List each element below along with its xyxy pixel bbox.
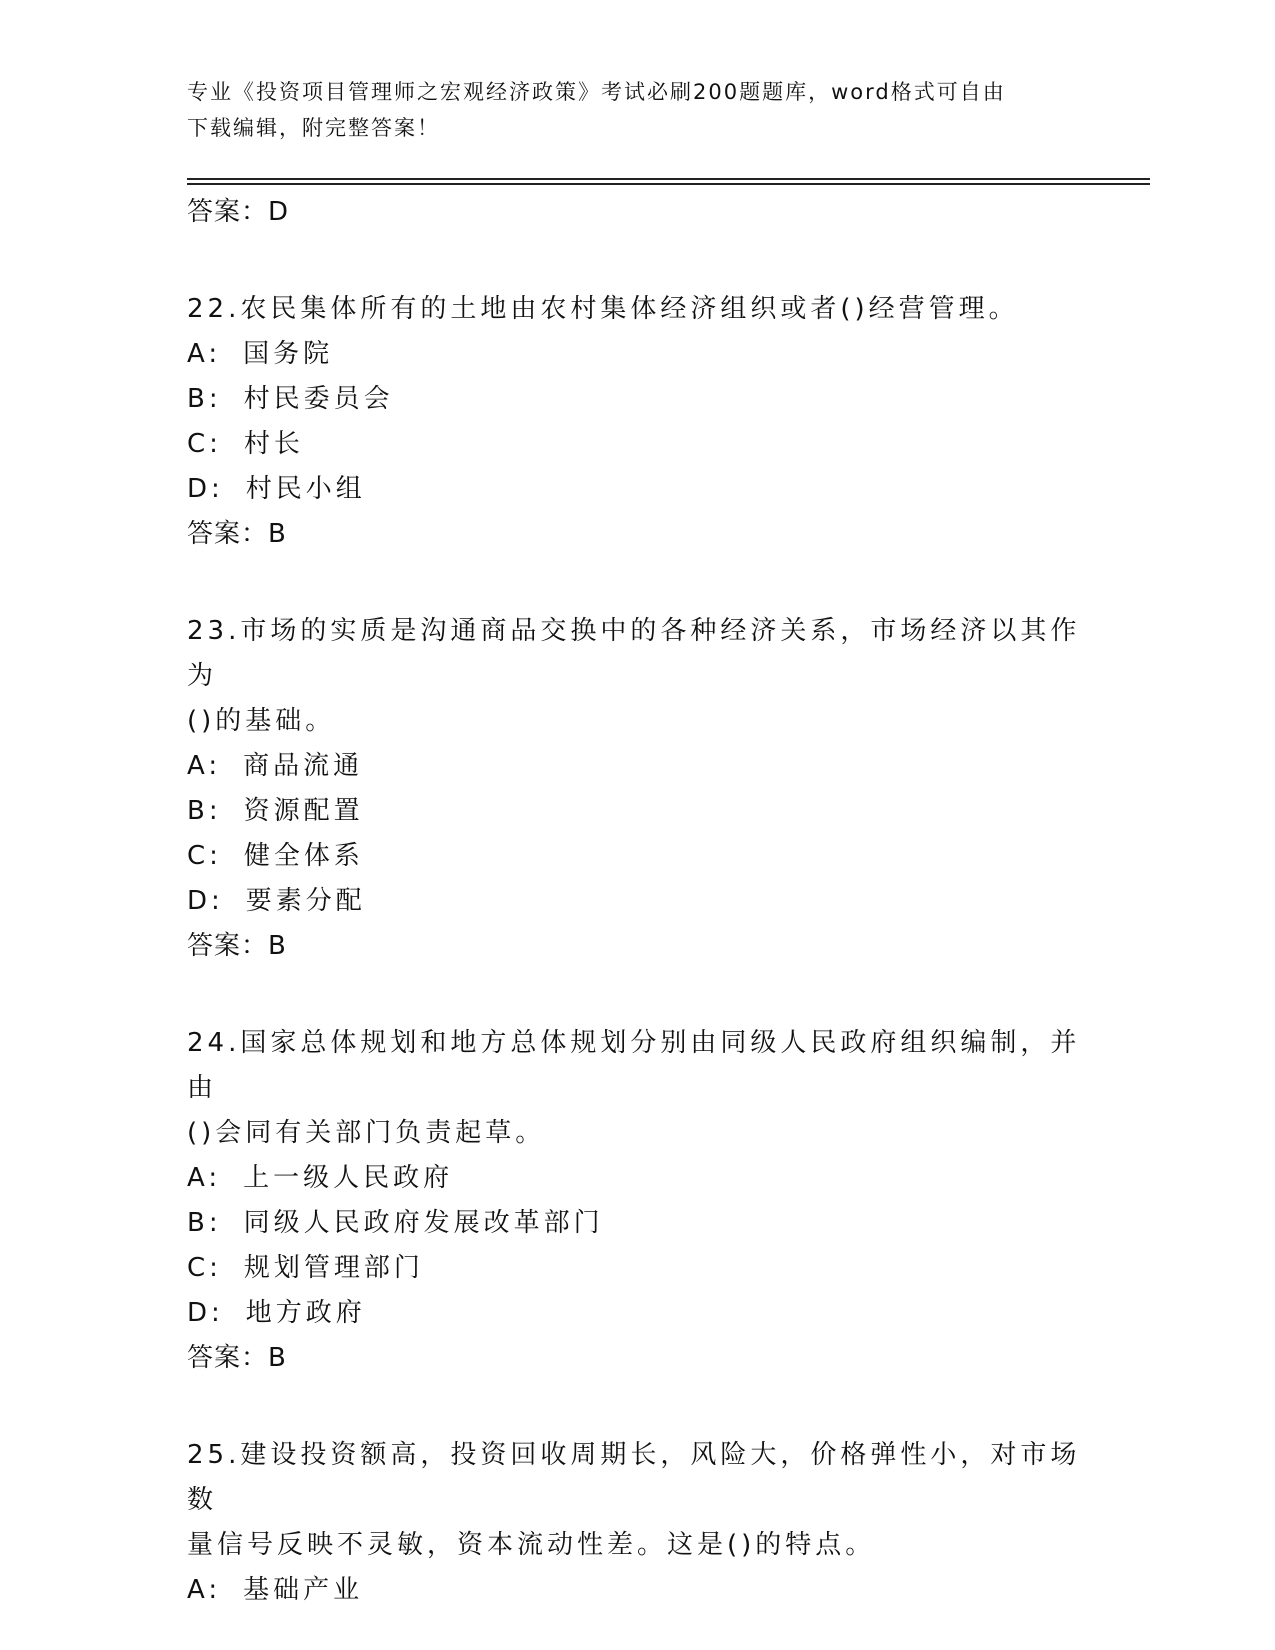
option-b xyxy=(187,789,1087,834)
header-line-2: 下载编辑，附完整答案！ xyxy=(187,116,440,140)
option-text: 地方政府 xyxy=(245,1298,366,1328)
question-list xyxy=(187,190,1087,1613)
option-text: 基础产业 xyxy=(243,1575,364,1605)
answer-line: 答案：B xyxy=(187,519,287,549)
option-text: 要素分配 xyxy=(245,886,366,916)
option-b xyxy=(187,1201,1087,1246)
option-text: 资源配置 xyxy=(243,796,364,826)
option-key: B: xyxy=(187,796,222,826)
answer-line: 答案：B xyxy=(187,931,287,961)
option-key: D: xyxy=(187,474,224,504)
option-key: A: xyxy=(187,339,222,369)
question-stem-25 xyxy=(187,1433,1087,1568)
option-key: D: xyxy=(187,886,224,916)
option-key: C: xyxy=(187,429,222,459)
option-d xyxy=(187,1291,1087,1336)
option-a xyxy=(187,332,1087,377)
option-text: 同级人民政府发展改革部门 xyxy=(243,1208,604,1238)
option-key: C: xyxy=(187,841,222,871)
option-text: 村民委员会 xyxy=(243,384,394,414)
option-key: C: xyxy=(187,1253,222,1283)
question-stem-23 xyxy=(187,609,1087,744)
option-text: 国务院 xyxy=(243,339,334,369)
question-stem-22: 22.农民集体所有的土地由农村集体经济组织或者()经营管理。 xyxy=(187,294,1019,324)
option-d xyxy=(187,467,1087,512)
answer-line: 答案：B xyxy=(187,1343,287,1373)
option-text: 上一级人民政府 xyxy=(243,1163,454,1193)
option-c xyxy=(187,1246,1087,1291)
option-key: B: xyxy=(187,384,222,414)
option-text: 村长 xyxy=(243,429,304,459)
question-stem-line: ()的基础。 xyxy=(187,706,336,736)
question-stem-line: 25.建设投资额高，投资回收周期长，风险大，价格弹性小，对市场数 xyxy=(187,1440,1081,1515)
header-divider-bottom xyxy=(187,183,1150,185)
option-key: D: xyxy=(187,1298,224,1328)
question-stem-line: 23.市场的实质是沟通商品交换中的各种经济关系，市场经济以其作为 xyxy=(187,616,1081,691)
option-text: 规划管理部门 xyxy=(243,1253,424,1283)
document-header xyxy=(187,74,1067,146)
option-a xyxy=(187,1568,1087,1613)
option-a xyxy=(187,1156,1087,1201)
option-text: 健全体系 xyxy=(243,841,364,871)
header-line-1: 专业《投资项目管理师之宏观经济政策》考试必刷200题题库，word格式可自由 xyxy=(187,80,1006,104)
option-key: A: xyxy=(187,1163,222,1193)
option-key: A: xyxy=(187,751,222,781)
option-key: B: xyxy=(187,1208,222,1238)
question-stem-line: 24.国家总体规划和地方总体规划分别由同级人民政府组织编制，并由 xyxy=(187,1028,1081,1103)
question-stem-24 xyxy=(187,1021,1087,1156)
option-key: A: xyxy=(187,1575,222,1605)
option-d xyxy=(187,879,1087,924)
answer-line: 答案：D xyxy=(187,197,290,227)
option-text: 商品流通 xyxy=(243,751,364,781)
option-b xyxy=(187,377,1087,422)
option-c xyxy=(187,834,1087,879)
option-c xyxy=(187,422,1087,467)
option-a xyxy=(187,744,1087,789)
header-divider-top xyxy=(187,178,1150,180)
question-stem-line: ()会同有关部门负责起草。 xyxy=(187,1118,546,1148)
question-stem-line: 量信号反映不灵敏，资本流动性差。这是()的特点。 xyxy=(187,1530,876,1560)
option-text: 村民小组 xyxy=(245,474,366,504)
